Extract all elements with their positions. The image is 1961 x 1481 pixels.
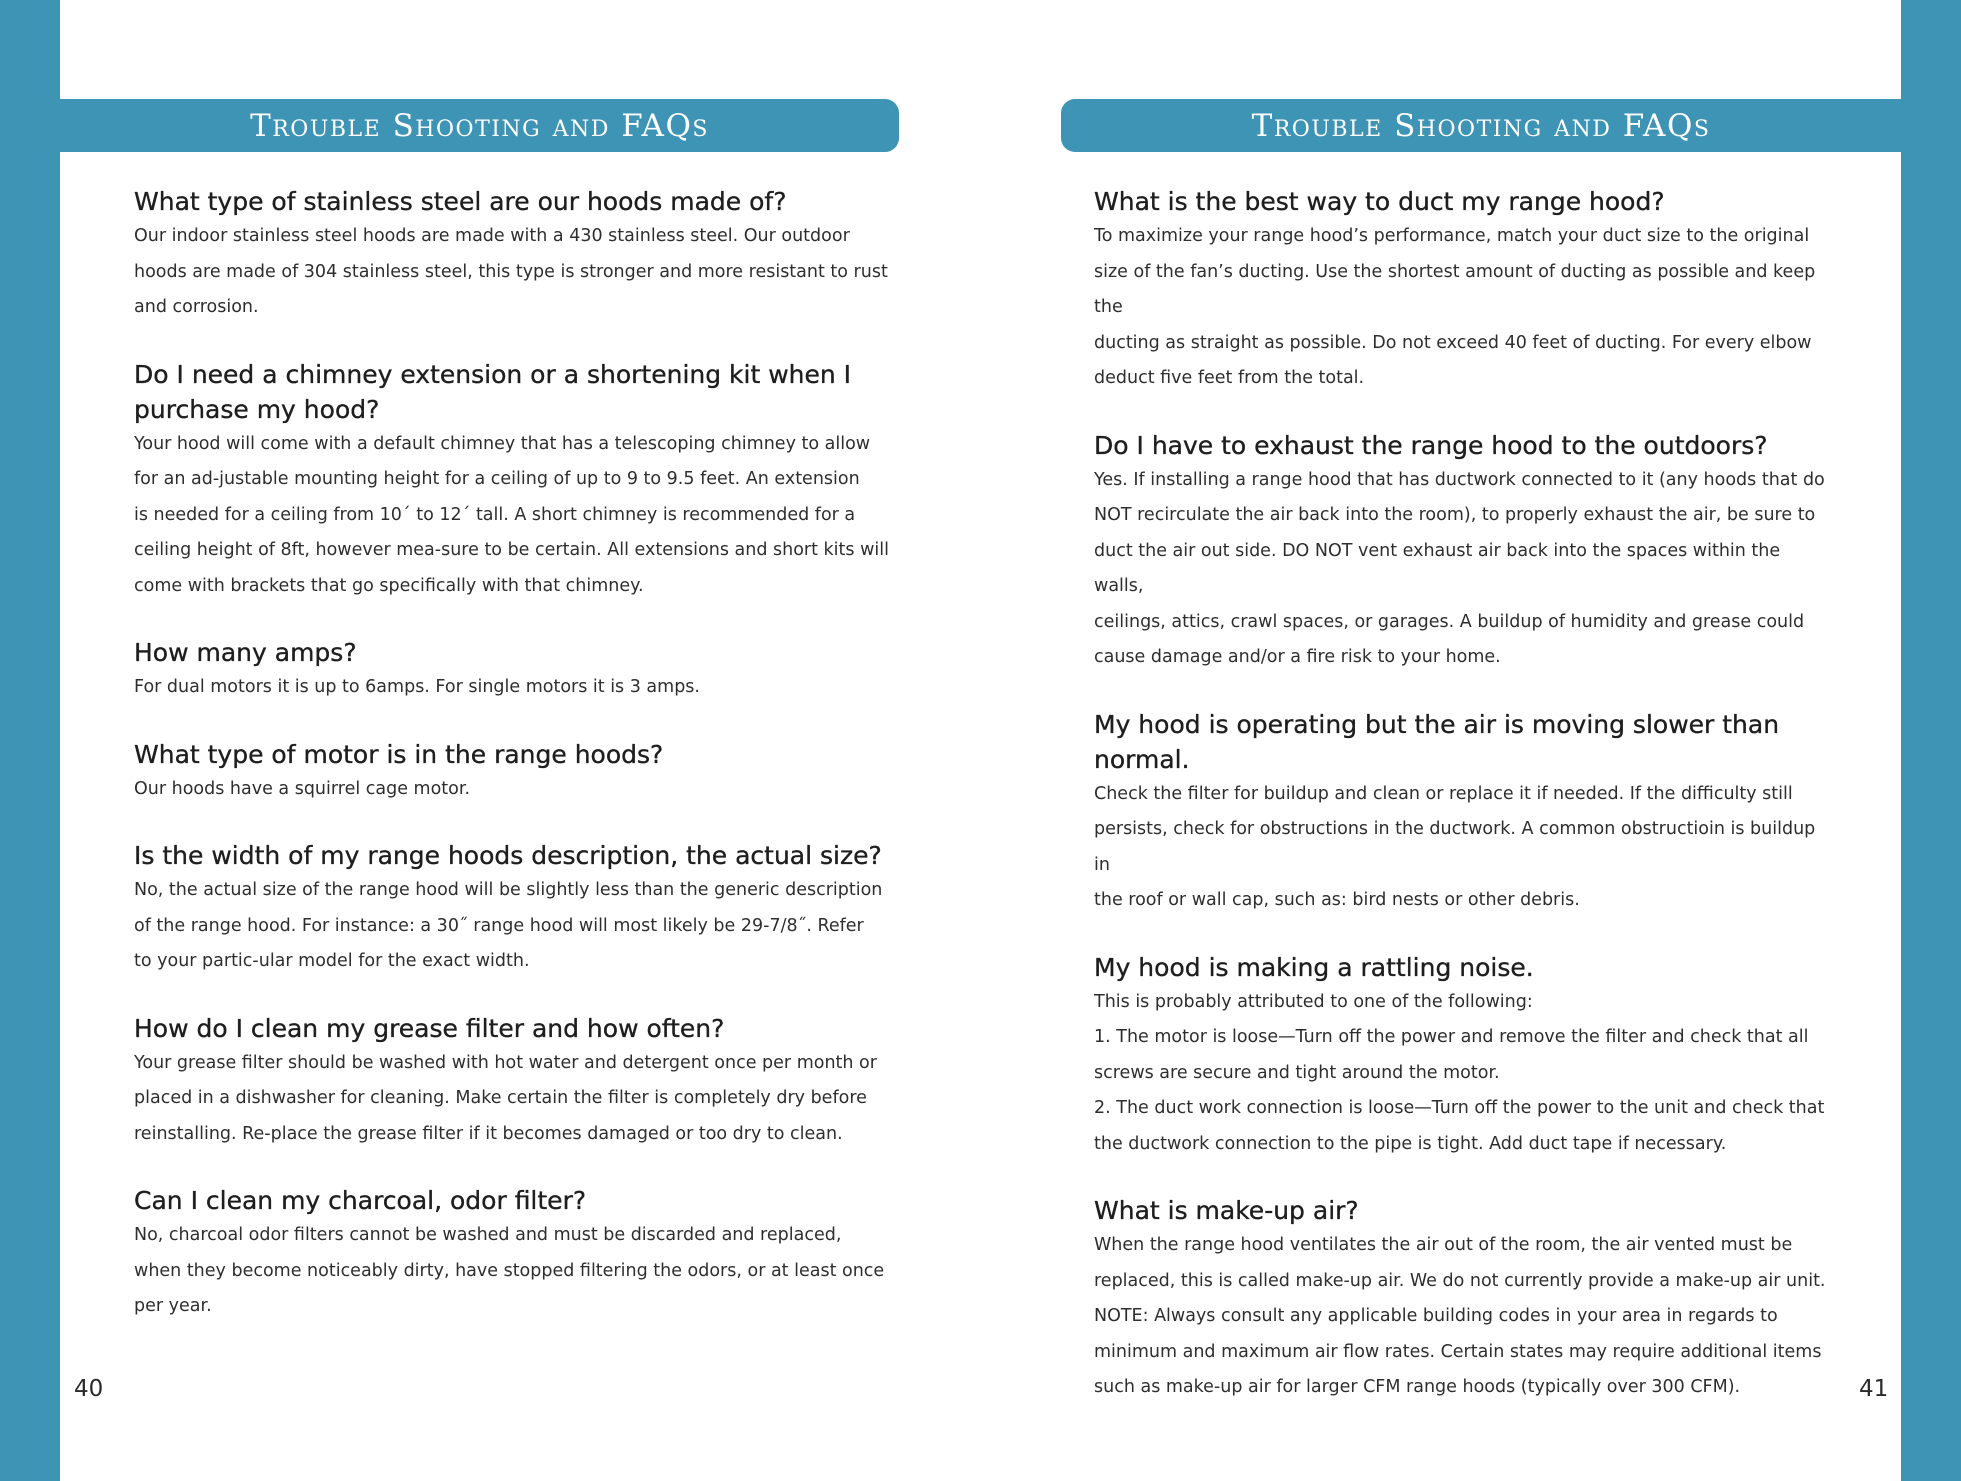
right-edge-bar [1901,0,1961,1481]
faq-item [134,635,934,706]
faq-answer: Your hood will come with a default chimney that has a telescoping chimney to allow for an ad-justable mounting height for a ceiling of up to 9 to 9.5 feet. An extension is needed for a ceiling from 10´ to 12´ tall. A short chimney is recommended for a ceiling height of 8ft, however mea-sure to be certain. All extensions and short kits will come with brackets that go specifically with that chimney. [134,433,889,596]
faq-question: Do I need a chimney extension or a shortening kit when I purchase my hood? [134,359,852,424]
faq-answer: Your grease filter should be washed with hot water and detergent once per month or placed in a dishwasher for cleaning. Make certain the filter is completely dry before reinstalling. Re-place the grease filter if it becomes damaged or too dry to clean. [134,1052,877,1144]
faq-question: How many amps? [134,638,357,667]
right-page [981,0,1901,1481]
faq-answer: To maximize your range hood’s performance, match your duct size to the original size of the fan’s ducting. Use the shortest amount of ducting as possible and keep the ducting as straight as possible. Do not exceed 40 feet of ducting. For every elbow deduct five feet from the total. [1094,226,1816,388]
page-number: 40 [74,1376,104,1402]
page-number: 41 [1859,1376,1889,1402]
faq-question: What type of stainless steel are our hoods made of? [134,187,787,216]
faq-answer: No, the actual size of the range hood will be slightly less than the generic description of the range hood. For instance: a 30˝ range hood will most likely be 29-7/8˝. Refer to your partic-ular model for the exact width. [134,880,883,971]
left-header-bar [60,99,899,152]
faq-item [1094,707,1834,919]
left-faq-list [134,184,934,1356]
faq-answer: No, charcoal odor filters cannot be washed and must be discarded and replaced, when they become noticeably dirty, have stopped filtering the odors, or at least once per year. [134,1225,885,1316]
faq-question: What is make-up air? [1094,1196,1359,1225]
faq-item [134,838,934,980]
faq-item [134,737,934,808]
faq-answer: This is probably attributed to one of the following: 1. The motor is loose—Turn off the power and remove the filter and check that all screws are secure and tight around the motor. 2. The duct work connection is loose—Turn off the power to the unit and check that the ductwork connection to the pipe is tight. Add duct tape if necessary. [1094,991,1825,1154]
faq-question: What type of motor is in the range hoods? [134,739,664,769]
right-faq-list [1094,184,1834,1437]
faq-item [134,184,934,326]
faq-answer: Yes. If installing a range hood that has ductwork connected to it (any hoods that do NOT recirculate the air back into the room), to properly exhaust the air, be sure to duct the air out side. DO NOT vent exhaust air back into the spaces within the walls, ceilings, attics, crawl spaces, or garages. A buildup of humidity and grease could cause damage and/or a fire risk to your home. [1094,469,1825,667]
faq-answer: Our indoor stainless steel hoods are made with a 430 stainless steel. Our outdoor hoods are made of 304 stainless steel, this type is stronger and more resistant to rust and corrosion. [134,226,888,317]
left-edge-bar [0,0,60,1481]
right-header-title: Trouble Shooting and FAQs [1251,107,1711,144]
faq-item [1094,184,1834,397]
faq-question: Is the width of my range hoods description, the actual size? [134,841,882,870]
left-page [60,0,980,1481]
faq-item [1094,428,1834,676]
faq-item [134,357,934,605]
faq-question: Do I have to exhaust the range hood to the outdoors? [1094,430,1768,460]
faq-answer: Check the filter for buildup and clean or replace it if needed. If the difficulty still persists, check for obstructions in the ductwork. A common obstructioin is buildup in the roof or wall cap, such as: bird nests or other debris. [1094,783,1816,910]
right-header-bar [1061,99,1901,152]
faq-item [134,1183,934,1325]
faq-answer: When the range hood ventilates the air out of the room, the air vented must be replaced, this is called make-up air. We do not currently provide a make-up air unit. NOTE: Always consult any applicable building codes in your area in regards to minimum and maximum air flow rates. Certain states may require additional items such as make-up air for larger CFM range hoods (typically over 300 CFM). [1094,1235,1826,1397]
faq-question: How do I clean my grease filter and how often? [134,1013,725,1043]
faq-question: My hood is making a rattling noise. [1094,952,1534,982]
left-header-title: Trouble Shooting and FAQs [250,107,709,144]
faq-answer: For dual motors it is up to 6amps. For single motors it is 3 amps. [134,677,700,697]
faq-question: My hood is operating but the air is moving slower than normal. [1094,709,1780,774]
faq-item [1094,1193,1834,1406]
faq-item [134,1011,934,1153]
faq-question: What is the best way to duct my range hood? [1094,187,1665,216]
faq-answer: Our hoods have a squirrel cage motor. [134,778,471,799]
faq-question: Can I clean my charcoal, odor filter? [134,1186,587,1215]
faq-item [1094,950,1834,1163]
